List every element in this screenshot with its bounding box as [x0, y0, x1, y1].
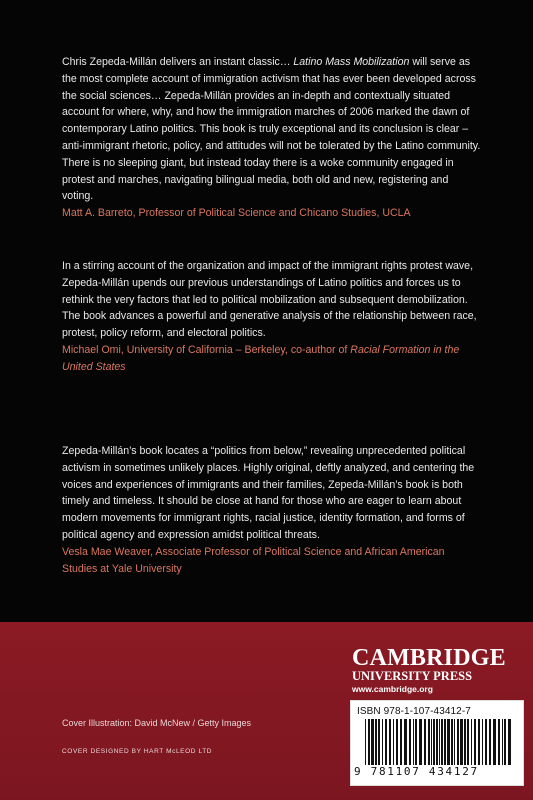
- cover-illustration-credit: Cover Illustration: David McNew / Getty Images: [62, 718, 252, 728]
- isbn-label: ISBN 978-1-107-43412-7: [357, 706, 471, 717]
- publisher-press: UNIVERSITY PRESS: [352, 669, 473, 683]
- barcode-bar: [413, 719, 414, 765]
- barcode-bar: [404, 719, 407, 765]
- barcode-digits: 9 781107 434127: [354, 765, 479, 778]
- barcode-bar: [396, 719, 398, 765]
- barcode-bar: [378, 719, 380, 765]
- barcode-bar: [444, 719, 446, 765]
- barcode-bar: [389, 719, 391, 765]
- review-3: [62, 443, 482, 577]
- barcode-bar: [441, 719, 443, 765]
- barcode-bar: [467, 719, 469, 765]
- barcode-bar: [400, 719, 402, 765]
- barcode-bar: [454, 719, 455, 765]
- review-2-attribution: Michael Omi, University of California – Berkeley, co-author of Racial Formation in the United States: [62, 343, 460, 373]
- barcode-bar: [375, 719, 377, 765]
- barcode-bar: [489, 719, 491, 765]
- review-2-quote: In a stirring account of the organization and impact of the immigrant rights protest wave, Zepeda-Millán upends our previous understandings of Latino politics and forces us to rethink the very factors that led to political mobilization and subsequent demobilization. The book advances a powerful and generative analysis of the relationship between race, protest, policy reform, and electoral politics.: [62, 260, 477, 340]
- barcode-bar: [447, 719, 450, 765]
- review-1-attribution: Matt A. Barreto, Professor of Political Science and Chicano Studies, UCLA: [62, 207, 411, 220]
- barcode-bar: [457, 719, 459, 765]
- publisher-name: CAMBRIDGE: [352, 645, 506, 671]
- publisher-url: www.cambridge.org: [352, 684, 433, 694]
- barcode-bar: [424, 719, 426, 765]
- barcode-bar: [482, 719, 483, 765]
- review-2: [62, 258, 482, 376]
- barcode-bar: [415, 719, 417, 765]
- barcode-bar: [502, 719, 503, 765]
- barcode-bar: [508, 719, 511, 765]
- isbn-barcode: [350, 700, 524, 786]
- barcode-bar: [464, 719, 466, 765]
- review-3-quote: Zepeda-Millán’s book locates a “politics from below,” revealing unprecedented political activism in sometimes unlikely places. Highly original, deftly analyzed, and centering the voices and experiences of immigrants and their families, Zepeda-Millán’s book is both timely and timeless. It should be close at hand for those who are eager to learn about modern movements for immigrant rights, racial justice, identity formation, and forms of political agency and expression amidst political threats.: [62, 445, 475, 541]
- barcode-bars: [365, 719, 511, 765]
- publisher-band: [0, 622, 533, 800]
- barcode-bar: [431, 719, 432, 765]
- barcode-bar: [382, 719, 383, 765]
- barcode-bar: [478, 719, 480, 765]
- barcode-bar: [368, 719, 370, 765]
- barcode-bar: [439, 719, 440, 765]
- barcode-bar: [365, 719, 366, 765]
- cambridge-logo: [352, 647, 522, 694]
- barcode-bar: [451, 719, 453, 765]
- barcode-bar: [436, 719, 438, 765]
- barcode-bar: [474, 719, 476, 765]
- barcode-bar: [433, 719, 435, 765]
- barcode-bar: [471, 719, 472, 765]
- barcode-bar: [485, 719, 487, 765]
- barcode-bar: [460, 719, 463, 765]
- barcode-bar: [419, 719, 422, 765]
- cover-design-credit: COVER DESIGNED BY HART McLEOD LTD: [62, 748, 213, 755]
- barcode-bar: [371, 719, 374, 765]
- barcode-bar: [385, 719, 387, 765]
- barcode-bar: [409, 719, 411, 765]
- barcode-bar: [498, 719, 500, 765]
- review-1: [62, 54, 482, 222]
- barcode-bar: [493, 719, 496, 765]
- review-1-quote: Chris Zepeda-Millán delivers an instant classic… Latino Mass Mobilization will serve as the most complete account of immigration activism that has ever been developed across the social sciences… Zepeda-Millán provides an in-depth and contextually situated account for where, why, and how the immigration marches of 2006 marked the dawn of contemporary Latino politics. This book is truly exceptional and its conclusion is clear – anti-immigrant rhetoric, policy, and attitudes will not be tolerated by the Latino community. There is no sleeping giant, but instead today there is a woke community engaged in protest and marches, navigating bilingual media, both old and new, registering and voting.: [62, 56, 481, 203]
- barcode-bar: [504, 719, 506, 765]
- barcode-bar: [428, 719, 430, 765]
- barcode-bar: [393, 719, 394, 765]
- review-3-attribution: Vesla Mae Weaver, Associate Professor of Political Science and African American Studies at Yale University: [62, 545, 445, 575]
